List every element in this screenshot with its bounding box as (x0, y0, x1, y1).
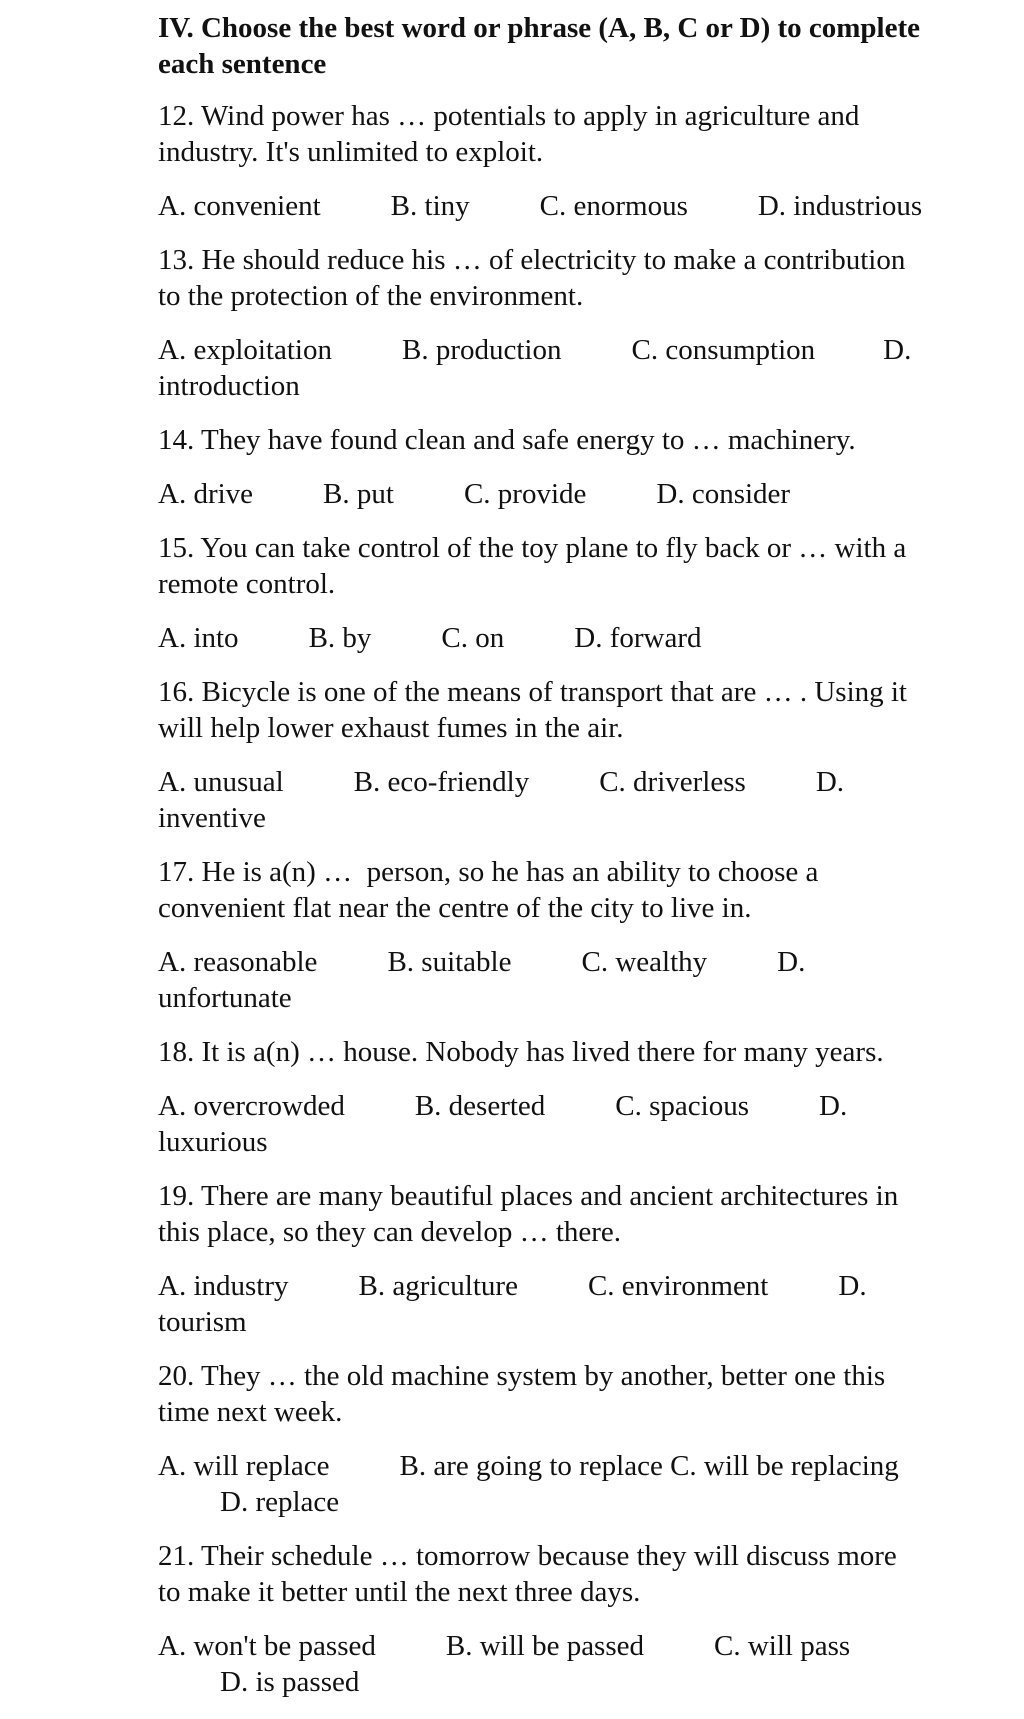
option-d: D. forward (574, 622, 702, 654)
question-stem-line: industry. It's unlimited to exploit. (158, 136, 544, 168)
option-c: C. consumption (631, 334, 816, 366)
options-12 (158, 188, 998, 224)
option-d-text: unfortunate (158, 982, 292, 1014)
option-c: C. on (441, 622, 505, 654)
option-a: A. drive (158, 478, 254, 510)
options-17 (158, 944, 998, 1016)
section-heading-line-1: IV. Choose the best word or phrase (A, B, C or D) to complete (158, 12, 921, 44)
options-15 (158, 620, 998, 656)
question-stem-line: 14. They have found clean and safe energy to … machinery. (158, 424, 856, 456)
question-stem-line: 20. They … the old machine system by another, better one this (158, 1360, 886, 1392)
option-d: D. (883, 334, 912, 366)
option-d: D. consider (656, 478, 791, 510)
option-d: D. is passed (220, 1666, 360, 1698)
option-b-c: B. are going to replace C. will be replacing (399, 1450, 899, 1482)
option-d: D. industrious (757, 190, 923, 222)
question-stem-line: time next week. (158, 1396, 343, 1428)
question-20 (158, 1358, 998, 1430)
question-15 (158, 530, 998, 602)
option-a: A. unusual (158, 766, 284, 798)
option-a: A. won't be passed (158, 1630, 376, 1662)
option-a: A. will replace (158, 1450, 330, 1482)
option-b: B. agriculture (358, 1270, 518, 1302)
option-c: C. wealthy (581, 946, 708, 978)
option-a: A. exploitation (158, 334, 332, 366)
options-16 (158, 764, 998, 836)
question-stem-line: 15. You can take control of the toy plane to fly back or … with a (158, 532, 907, 564)
option-d: D. (819, 1090, 848, 1122)
section-heading-line-2: each sentence (158, 48, 327, 80)
question-17 (158, 854, 998, 926)
option-b: B. will be passed (445, 1630, 645, 1662)
question-stem-line: to the protection of the environment. (158, 280, 584, 312)
question-stem-line: 18. It is a(n) … house. Nobody has lived there for many years. (158, 1036, 884, 1068)
option-d: D. (838, 1270, 867, 1302)
option-c: C. spacious (615, 1090, 750, 1122)
option-d-text: introduction (158, 370, 300, 402)
option-b: B. suitable (387, 946, 512, 978)
option-b: B. by (308, 622, 372, 654)
question-stem-line: convenient flat near the centre of the city to live in. (158, 892, 752, 924)
option-c: C. environment (587, 1270, 769, 1302)
question-13 (158, 242, 998, 314)
question-stem-line: to make it better until the next three days. (158, 1576, 641, 1608)
question-stem-line: 16. Bicycle is one of the means of transport that are … . Using it (158, 676, 907, 708)
question-12 (158, 98, 998, 170)
section-heading (158, 10, 998, 82)
question-14 (158, 422, 998, 458)
options-18 (158, 1088, 998, 1160)
option-b: B. eco-friendly (353, 766, 530, 798)
option-d: D. (777, 946, 806, 978)
option-d: D. (815, 766, 845, 798)
question-21 (158, 1538, 998, 1610)
option-b: B. tiny (390, 190, 470, 222)
option-d-text: luxurious (158, 1126, 268, 1158)
question-stem-line: 13. He should reduce his … of electricity to make a contribution (158, 244, 906, 276)
option-a: A. reasonable (158, 946, 318, 978)
option-d-text: tourism (158, 1306, 247, 1338)
option-a: A. industry (158, 1270, 289, 1302)
option-c: C. enormous (539, 190, 688, 222)
option-b: B. production (401, 334, 562, 366)
option-c: C. will pass (714, 1630, 851, 1662)
option-b: B. deserted (414, 1090, 546, 1122)
question-stem-line: will help lower exhaust fumes in the air. (158, 712, 624, 744)
question-stem-line: remote control. (158, 568, 336, 600)
option-c: C. driverless (599, 766, 746, 798)
option-c: C. provide (463, 478, 587, 510)
option-a: A. overcrowded (158, 1090, 345, 1122)
options-14 (158, 476, 998, 512)
question-stem-line: 12. Wind power has … potentials to apply in agriculture and (158, 100, 860, 132)
option-b: B. put (323, 478, 394, 510)
option-a: A. into (158, 622, 239, 654)
question-16 (158, 674, 998, 746)
option-a: A. convenient (158, 190, 321, 222)
question-stem-line: this place, so they can develop … there. (158, 1216, 622, 1248)
question-19 (158, 1178, 998, 1250)
question-stem-line: 17. He is a(n) … person, so he has an ability to choose a (158, 856, 819, 888)
options-13 (158, 332, 998, 404)
options-20 (158, 1448, 998, 1520)
question-stem-line: 21. Their schedule … tomorrow because they will discuss more (158, 1540, 897, 1572)
option-d: D. replace (220, 1486, 340, 1518)
question-18 (158, 1034, 998, 1070)
options-21 (158, 1628, 998, 1700)
worksheet-page (158, 10, 998, 1718)
option-d-text: inventive (158, 802, 266, 834)
options-19 (158, 1268, 998, 1340)
question-stem-line: 19. There are many beautiful places and ancient architectures in (158, 1180, 899, 1212)
